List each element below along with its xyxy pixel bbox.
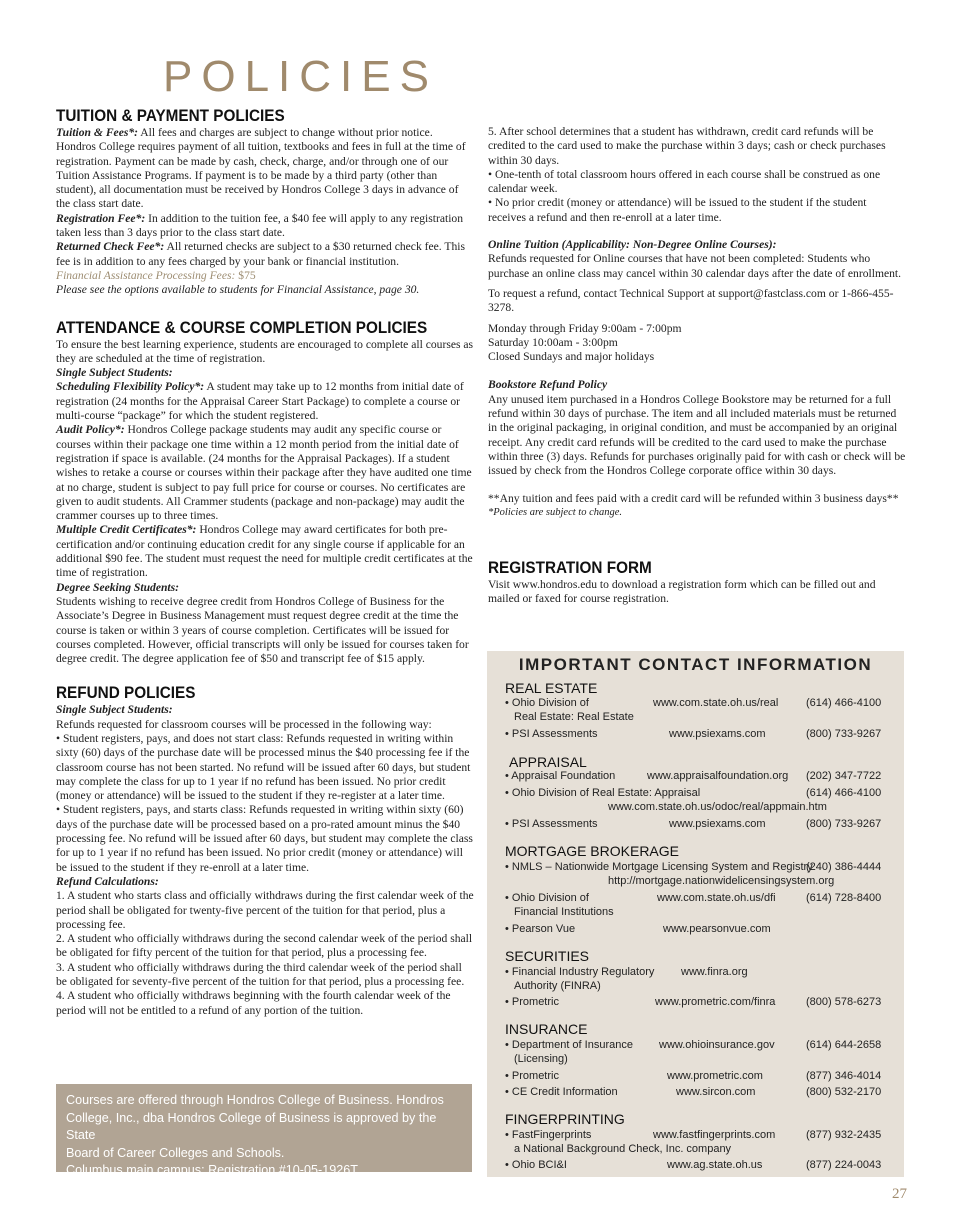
- attendance-single-label: Single Subject Students:: [56, 366, 173, 380]
- right-column: [488, 125, 906, 607]
- contact-phone: (800) 733-9267: [806, 818, 882, 830]
- scheduling-text: A student may take up to 12 months from initial date of registration (24 months for the Appraisal Career Start Package) to complete a course or multi-course “package” for which the student registered.: [56, 380, 464, 423]
- contact-name-cont: Real Estate: Real Estate: [514, 711, 634, 723]
- multi-credit-text: Hondros College may award certificates for both pre-certification and/or continuing education credit for any single course if applicable for an additional $90 fee. The student must request the need for multiple credit certificates at the time of registration.: [56, 523, 473, 580]
- contact-url[interactable]: www.psiexams.com: [669, 728, 766, 740]
- bookstore-label: Bookstore Refund Policy: [488, 378, 608, 392]
- registration-form-heading: REGISTRATION FORM: [488, 558, 652, 578]
- credit-card-refund-note: **Any tuition and fees paid with a credit card will be refunded within 3 business days**: [488, 491, 899, 505]
- left-column: [56, 106, 474, 1018]
- refund-bullet-2: • Student registers, pays, and starts class: Refunds requested in writing within sixty (60) days of the purchase date will be processed based on a pro-rated amount minus the $40 processing fee. No refund will be issued after 60 days, but student may complete the class for up to 1 year if no refund has been issued. No prior credit (money or attendance) will be issued to the student if they re-enroll at a later time.: [56, 803, 473, 874]
- financial-aid-note: Please see the options available to students for Financial Assistance, page 30.: [56, 283, 420, 297]
- contact-name: • Ohio BCI&I: [505, 1159, 567, 1171]
- contact-phone: (614) 728-8400: [806, 892, 882, 904]
- returned-check-text: All returned checks are subject to a $30 returned check fee. This fee is in addition to any fees charged by your bank or financial institution.: [56, 240, 465, 268]
- refund-calc-1: 1. A student who starts class and officially withdraws during the first calendar week of the period shall be obligated for twenty-five percent of the tuition for that period, plus a processing fee.: [56, 889, 474, 931]
- contact-url[interactable]: www.com.state.oh.us/odoc/real/appmain.htm: [608, 801, 827, 813]
- tuition-fees-label: Tuition & Fees*:: [56, 126, 139, 139]
- tuition-heading: TUITION & PAYMENT POLICIES: [56, 106, 285, 125]
- contact-phone: (877) 932-2435: [806, 1129, 882, 1141]
- accreditation-line-3: Board of Career Colleges and Schools.: [66, 1145, 285, 1160]
- tuition-fees-text: All fees and charges are subject to change without prior notice. Hondros College requires payment of all tuition, textbooks and fees in full at the time of registration. Payment can be made by cash, check, charge, and/or through one of our Tuition Assistance Programs. If payment is to be made by a third party (other than student), all documentation must be received by Hondros College 3 days in advance of the class start date.: [56, 126, 466, 211]
- contact-phone: (800) 532-2170: [806, 1086, 882, 1098]
- contact-url[interactable]: www.psiexams.com: [669, 818, 766, 830]
- contact-name: • Prometric: [505, 996, 559, 1008]
- financial-aid-label: Financial Assistance Processing Fees:: [56, 268, 236, 282]
- online-tuition-text: Refunds requested for Online courses that have not been completed: Students who purchase an online class may cancel within 30 calendar days after the date of enrollment.: [488, 252, 902, 280]
- contact-name: • FastFingerprints: [505, 1129, 592, 1141]
- contact-url[interactable]: www.prometric.com/finra: [655, 996, 776, 1008]
- refund-calc-label: Refund Calculations:: [56, 874, 159, 888]
- refund-heading: REFUND POLICIES: [56, 683, 196, 703]
- contact-name: • NMLS – Nationwide Mortgage Licensing System and Registry: [505, 861, 813, 873]
- contact-phone: (202) 347-7722: [806, 770, 882, 782]
- refund-bullet-1: • Student registers, pays, and does not start class: Refunds requested in writing within sixty (60) days of the purchase date will be processed minus the $40 processing fee if the classroom course has not been started. No refund will be issued after 60 days, but student may complete the class for up to 1 year if no refund has been issued. No prior credit (money or attendance) will be issued to the student if they re-register at a later time.: [56, 731, 471, 803]
- contact-name-cont: Authority (FINRA): [514, 980, 601, 992]
- category-insurance: INSURANCE: [505, 1021, 588, 1037]
- contact-phone: (614) 644-2658: [806, 1039, 882, 1051]
- refund-intro: Refunds requested for classroom courses will be processed in the following way:: [56, 717, 432, 731]
- contact-url[interactable]: www.appraisalfoundation.org: [647, 770, 789, 782]
- contact-info-title: IMPORTANT CONTACT INFORMATION: [518, 655, 873, 674]
- audit-label: Audit Policy*:: [56, 423, 125, 437]
- bookstore-text: Any unused item purchased in a Hondros College Bookstore may be returned for a full refund within 30 days of purchase. The item and all included materials must be returned in the original packaging, in original condition, and must be accompanied by an original receipt. Any credit card refunds will be credited to the card used to make the purchase within three (3) days. Refunds for purchases originally paid for with cash or check will be issued by check from the Hondros College corporate office within 30 days.: [488, 392, 906, 478]
- contact-name: • Ohio Division of: [505, 697, 589, 709]
- contact-name: • Ohio Division of Real Estate: Appraisal: [505, 787, 701, 799]
- contact-phone: (800) 578-6273: [806, 996, 882, 1008]
- refund-point-5: 5. After school determines that a student has withdrawn, credit card refunds will be credited to the card used to make the purchase within 3 days; cash or check purchases within 30 days.: [488, 125, 886, 167]
- registration-fee-label: Registration Fee*:: [56, 211, 146, 225]
- financial-aid-value: $75: [238, 268, 256, 282]
- contact-phone: (800) 733-9267: [806, 728, 882, 740]
- online-tuition-label: Online Tuition (Applicability: Non-Degree Online Courses):: [488, 238, 777, 252]
- category-fingerprinting: FINGERPRINTING: [505, 1111, 625, 1127]
- contact-phone: (240) 386-4444: [806, 861, 882, 873]
- contact-name: • PSI Assessments: [505, 818, 598, 830]
- contact-url[interactable]: www.com.state.oh.us/real: [653, 697, 779, 709]
- financial-aid-fee: [56, 269, 474, 283]
- contact-phone: (614) 466-4100: [806, 697, 882, 709]
- category-appraisal: APPRAISAL: [509, 754, 587, 770]
- accreditation-line-2: College, Inc., dba Hondros College of Business is approved by the State: [66, 1110, 437, 1142]
- hours-closed: Closed Sundays and major holidays: [488, 350, 655, 364]
- scheduling-paragraph: [56, 380, 474, 423]
- contact-url[interactable]: http://mortgage.nationwidelicensingsystem.org: [608, 875, 835, 887]
- refund-contact: To request a refund, contact Technical Support at support@fastclass.com or 1-866-455-3278.: [488, 286, 894, 315]
- accreditation-line-4: Columbus main campus: Registration #10-05-1926T: [66, 1163, 358, 1177]
- contact-name: • Department of Insurance: [505, 1039, 633, 1051]
- contact-name-cont: Financial Institutions: [514, 906, 614, 918]
- contact-phone: (877) 224-0043: [806, 1159, 882, 1171]
- refund-calc-3: 3. A student who officially withdraws during the third calendar week of the period shall be obligated for seventy-five percent of the tuition for that period, plus a processing fee.: [56, 960, 465, 989]
- contact-url[interactable]: www.pearsonvue.com: [663, 923, 771, 935]
- category-securities: SECURITIES: [505, 948, 590, 964]
- tuition-fees-paragraph: [56, 126, 474, 212]
- scheduling-label: Scheduling Flexibility Policy*:: [56, 380, 205, 394]
- refund-single-label: Single Subject Students:: [56, 703, 173, 717]
- degree-label: Degree Seeking Students:: [56, 580, 180, 594]
- contact-name: • PSI Assessments: [505, 728, 598, 740]
- audit-paragraph: [56, 423, 474, 523]
- contact-name: • Ohio Division of: [505, 892, 589, 904]
- contact-name: • Appraisal Foundation: [505, 770, 616, 782]
- multi-credit-label: Multiple Credit Certificates*:: [56, 523, 197, 537]
- attendance-heading: ATTENDANCE & COURSE COMPLETION POLICIES: [56, 317, 428, 337]
- category-mortgage: MORTGAGE BROKERAGE: [505, 843, 679, 859]
- contact-info-box: [487, 651, 904, 1177]
- attendance-intro: To ensure the best learning experience, students are encouraged to complete all courses as they are scheduled at the time of registration.: [56, 337, 474, 365]
- hours-weekday: Monday through Friday 9:00am - 7:00pm: [488, 321, 682, 335]
- registration-fee-text: In addition to the tuition fee, a $40 fee will apply to any registration taken less than 3 days prior to the class start date.: [56, 211, 464, 240]
- contact-phone: (877) 346-4014: [806, 1070, 882, 1082]
- policies-change-note: *Policies are subject to change.: [488, 506, 623, 518]
- contact-url[interactable]: www.com.state.oh.us/dfi: [657, 892, 776, 904]
- contact-url[interactable]: www.ag.state.oh.us: [667, 1159, 763, 1171]
- category-real-estate: REAL ESTATE: [505, 680, 598, 696]
- accreditation-box: [56, 1084, 472, 1177]
- page-number: 27: [892, 1186, 907, 1202]
- contact-url[interactable]: www.sircon.com: [676, 1086, 756, 1098]
- contact-url[interactable]: www.ohioinsurance.gov: [659, 1039, 775, 1051]
- contact-url[interactable]: www.finra.org: [681, 966, 748, 978]
- contact-name-cont: a National Background Check, Inc. company: [514, 1143, 732, 1155]
- returned-check-paragraph: [56, 240, 474, 269]
- contact-url[interactable]: www.prometric.com: [667, 1070, 763, 1082]
- contact-phone: (614) 466-4100: [806, 787, 882, 799]
- registration-fee-paragraph: [56, 212, 474, 241]
- hours-saturday: Saturday 10:00am - 3:00pm: [488, 335, 618, 349]
- refund-no-prior: • No prior credit (money or attendance) will be issued to the student if the student receives a refund and then re-enroll at a later time.: [488, 196, 867, 224]
- contact-name: • Financial Industry Regulatory: [505, 966, 655, 978]
- refund-one-tenth: • One-tenth of total classroom hours offered in each course shall be construed as one calendar week.: [488, 167, 881, 196]
- returned-check-label: Returned Check Fee*:: [56, 240, 165, 254]
- contact-name: • Pearson Vue: [505, 923, 576, 935]
- page-title: POLICIES: [163, 52, 438, 101]
- accreditation-line-1: Courses are offered through Hondros College of Business. Hondros: [66, 1093, 444, 1107]
- refund-calc-4: 4. A student who officially withdraws beginning with the fourth calendar week of the period will not be entitled to a refund of any portion of the tuition.: [56, 989, 451, 1017]
- contact-url[interactable]: www.fastfingerprints.com: [653, 1129, 776, 1141]
- contact-name: • CE Credit Information: [505, 1086, 618, 1098]
- contact-name: • Prometric: [505, 1070, 559, 1082]
- multi-credit-paragraph: [56, 523, 474, 580]
- registration-form-text: Visit www.hondros.edu to download a registration form which can be filled out and mailed or faxed for course registration.: [488, 578, 876, 606]
- contact-name-cont: (Licensing): [514, 1053, 568, 1065]
- refund-calc-2: 2. A student who officially withdraws during the second calendar week of the period shall be obligated for fifty percent of the tuition for that period, plus a processing fee.: [56, 932, 473, 960]
- audit-text: Hondros College package students may audit any specific course or courses within their package one time within a 12 month period from the initial date of registration if space is available. (24 months for the Appraisal Packages). If a student wishes to retake a course or courses within their package after they have audited one time at no charge, student is subject to pay full price for course or courses. No certificates are given to audit students. All Crammer students (package and non-package) may audit the crammer courses up to three times.: [56, 423, 472, 523]
- degree-text: Students wishing to receive degree credit from Hondros College of Business for the Associate’s Degree in Business Management must request degree credit at the time the course is taken or within 3 years of course completion. Certificates will be issued for courses completed. However, official transcripts will only be issued for courses taken for degree credit. The degree application fee of $50 and transcript fee of $15 apply.: [56, 594, 469, 666]
